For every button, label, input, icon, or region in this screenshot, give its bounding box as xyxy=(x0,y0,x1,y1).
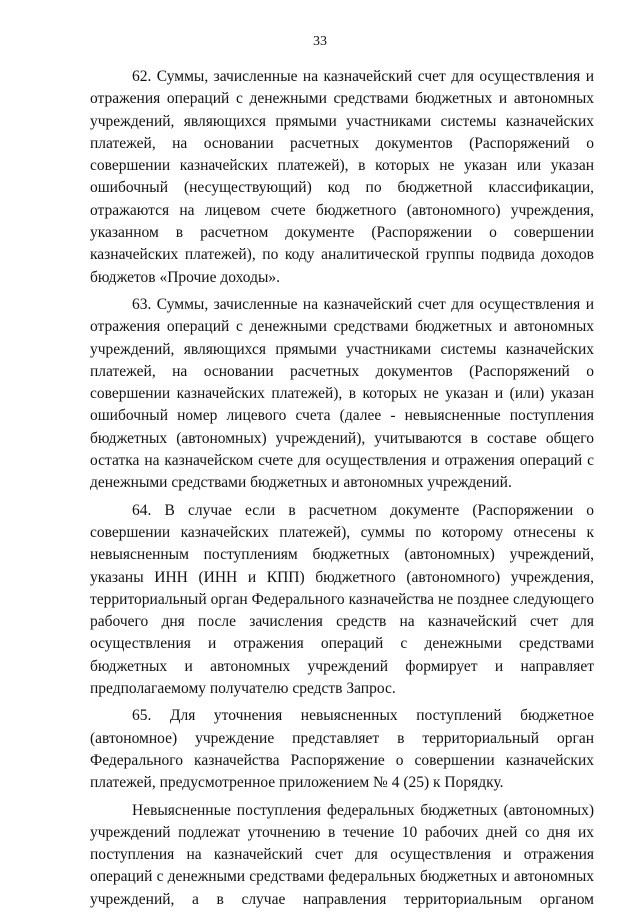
paragraph-63: 63. Суммы, зачисленные на казначейский счет для осуществления и отражения операций с денежными средствами бюджетных и автономных учреждений, являющихся прямыми участниками системы казначейских платежей, на основании расчетных документов (Распоряжений о совершении казначейских платежей), в которых не указан и (или) указан ошибочный номер лицевого счета (далее - невыясненные поступления бюджетных (автономных) учреждений), учитываются в составе общего остатка на казначейском счете для осуществления и отражения операций с денежными средствами бюджетных и автономных учреждений. xyxy=(90,295,594,492)
paragraph-unidentified-receipts: Невыясненные поступления федеральных бюджетных (автономных) учреждений подлежат уточнению в течение 10 рабочих дней со дня их поступления на казначейский счет для осуществления и отражения операций с денежными средствами федеральных бюджетных и автономных учреждений, а в случае направления территориальным органом xyxy=(90,801,594,908)
paragraph-65: 65. Для уточнения невыясненных поступлений бюджетное (автономное) учреждение представляет в территориальный орган Федерального казначейства Распоряжение о совершении казначейских платежей, предусмотренное приложением № 4 (25) к Порядку. xyxy=(90,707,594,792)
document-body xyxy=(90,66,594,916)
page-number: 33 xyxy=(313,34,327,49)
paragraph-62: 62. Суммы, зачисленные на казначейский счет для осуществления и отражения операций с денежными средствами бюджетных и автономных учреждений, являющихся прямыми участниками системы казначейских платежей, на основании расчетных документов (Распоряжений о совершении казначейских платежей), в которых не указан или указан ошибочный (несуществующий) код по бюджетной классификации, отражаются на лицевом счете бюджетного (автономного) учреждения, указанном в расчетном документе (Распоряжении о совершении казначейских платежей), по коду аналитической группы подвида доходов бюджетов «Прочие доходы». xyxy=(90,68,594,286)
paragraph-64: 64. В случае если в расчетном документе (Распоряжении о совершении казначейских платежей), суммы по которому отнесены к невыясненным поступлениям бюджетных (автономных) учреждений, указаны ИНН (ИНН и КПП) бюджетного (автономного) учреждения, территориальный орган Федерального казначейства не позднее следующего рабочего дня после зачисления средств на казначейский счет для осуществления и отражения операций с денежными средствами бюджетных и автономных учреждений формирует и направляет предполагаемому получателю средств Запрос. xyxy=(90,501,594,698)
